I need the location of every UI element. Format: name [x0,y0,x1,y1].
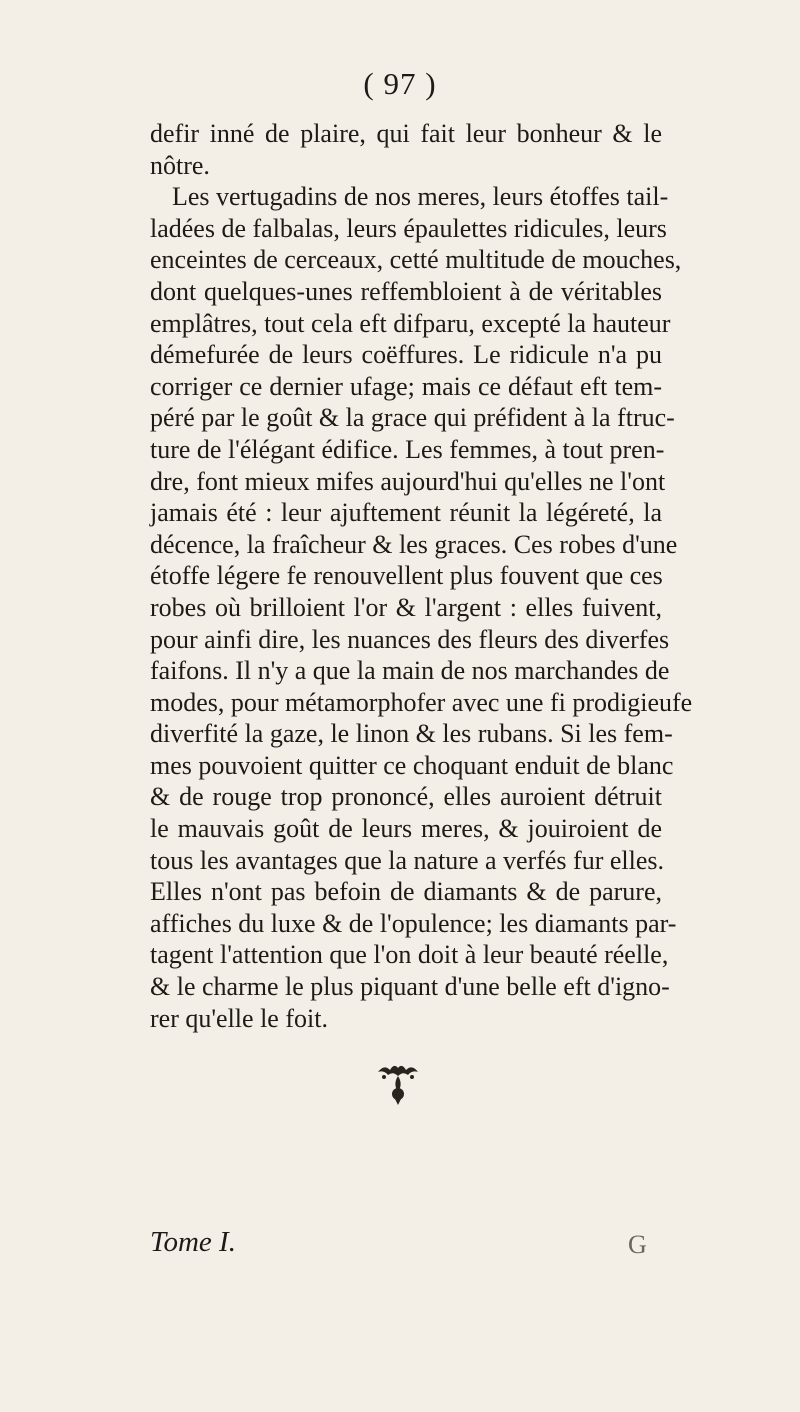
text-line: ladées de falbalas, leurs épaulettes ridicules, leurs [150,213,667,243]
text-line: nôtre. [150,150,210,180]
text-line: ture de l'élégant édifice. Les femmes, à tout pren- [150,434,665,464]
text-line: tous les avantages que la nature a verfés fur elles. [150,845,665,875]
text-line: jamais été : leur ajuftement réunit la légéreté, la [150,498,662,528]
text-line: corriger ce dernier ufage; mais ce défaut eft tem- [150,371,662,401]
text-line: diverfité la gaze, le linon & les rubans. Si les fem- [150,719,673,749]
text-line: tagent l'attention que l'on doit à leur beauté réelle, [150,940,669,970]
gathering-signature: G [628,1230,647,1259]
text-line: faifons. Il n'y a que la main de nos marchandes de [150,656,670,686]
text-line: Elles n'ont pas befoin de diamants & de parure, [150,877,662,907]
text-line: mes pouvoient quitter ce choquant enduit de blanc [150,750,674,780]
volume-signature: Tome I. [150,1226,236,1258]
text-line: pour ainfi dire, les nuances des fleurs des diverfes [150,624,670,654]
text-line: & le charme le plus piquant d'une belle eft d'igno- [150,972,670,1002]
text-line: décence, la fraîcheur & les graces. Ces robes d'une [150,529,678,559]
text-line: enceintes de cerceaux, cetté multitude de mouches, [150,245,682,275]
text-line: defir inné de plaire, qui fait leur bonheur & le [150,119,662,148]
text-line: péré par le goût & la grace qui préfident à la ftruc- [150,403,675,433]
page-number: ( 97 ) [363,66,437,101]
text-line: Les vertugadins de nos meres, leurs étoffes tail- [172,182,669,212]
text-line: affiches du luxe & de l'opulence; les diamants par- [150,908,677,938]
text-line: dre, font mieux mifes aujourd'hui qu'elles ne l'ont [150,466,666,496]
text-line: emplâtres, tout cela eft difparu, excepté la hauteur [150,308,671,338]
fleuron-icon [376,1060,420,1106]
text-line: dont quelques-unes reffembloient à de véritables [150,276,662,306]
text-line: le mauvais goût de leurs meres, & jouiroient de [150,814,662,844]
text-line: étoffe légere fe renouvellent plus fouvent que ces [150,561,663,591]
text-line: rer qu'elle le foit. [150,1003,328,1033]
text-line: démefurée de leurs coëffures. Le ridicule n'a pu [150,340,662,370]
text-line: & de rouge trop prononcé, elles auroient détruit [150,782,662,812]
body-text [150,118,693,1034]
text-line: robes où brilloient l'or & l'argent : elles fuivent, [150,592,662,622]
text-line: modes, pour métamorphofer avec une fi prodigieufe [150,687,693,717]
